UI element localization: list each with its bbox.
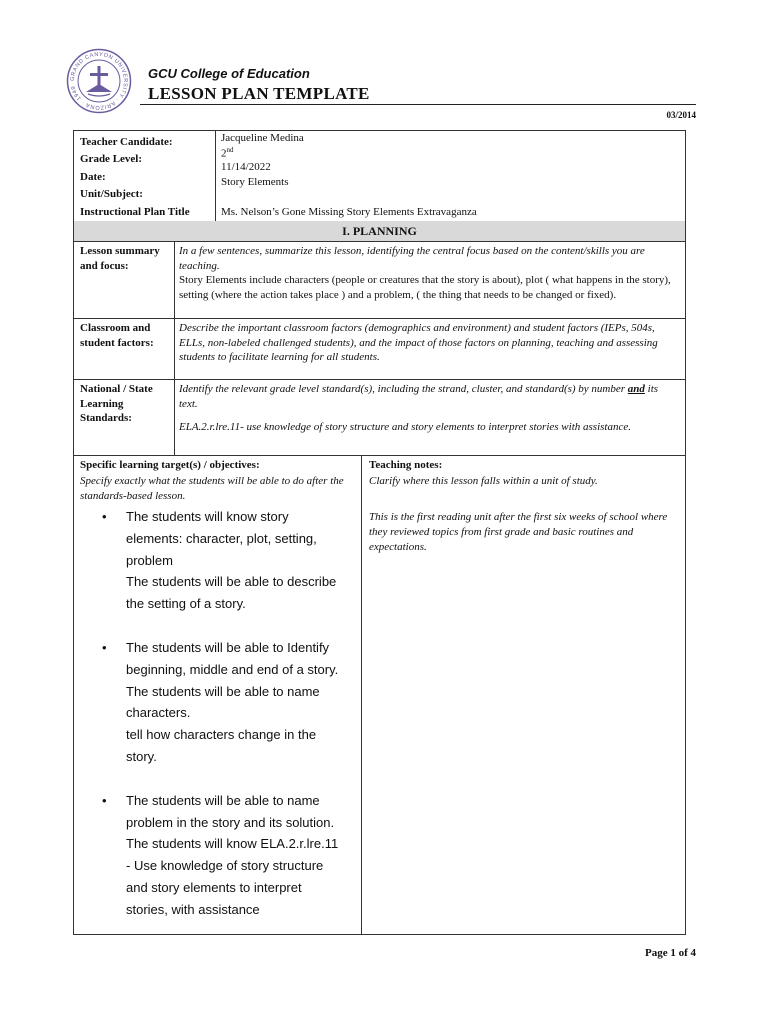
objective-line: The students will be able to name: [126, 792, 320, 808]
label-grade-level: Grade Level:: [80, 153, 143, 166]
bullet-dot: •: [102, 792, 107, 808]
row-divider: [174, 319, 175, 379]
lesson-summary-row: [74, 242, 685, 319]
objective-line: The students will be able to Identify: [126, 639, 330, 655]
classroom-factors-content: [179, 321, 679, 365]
date-value: 11/14/2022: [221, 161, 271, 173]
objectives-list: [96, 506, 362, 943]
classroom-factors-label: Classroom and student factors:: [80, 322, 154, 349]
header-divider: [140, 104, 696, 105]
teaching-notes-heading: Teaching notes:: [369, 459, 443, 471]
lesson-summary-prompt: In a few sentences, summarize this lesson, identifying the central focus based on the content/skills you are teaching.: [179, 245, 645, 272]
teaching-notes-prompt: Clarify where this lesson falls within a unit of study.: [369, 475, 598, 487]
teacher-name: Jacqueline Medina: [221, 132, 304, 144]
objective-line: the setting of a story.: [126, 596, 246, 612]
row-divider: [174, 242, 175, 318]
info-labels: [80, 134, 214, 221]
gcu-seal-logo: [66, 48, 132, 114]
objective-line: The students will be able to name: [126, 683, 320, 699]
document-title: LESSON PLAN TEMPLATE: [148, 84, 370, 103]
label-date: Date:: [80, 170, 106, 183]
template-version: 03/2014: [666, 110, 696, 120]
list-item: [96, 637, 362, 768]
objective-line: The students will be able to describe: [126, 574, 337, 590]
lesson-summary-text: Story Elements include characters (people or creatures that the story is about), plot ( what happens in the story), setting (where the action takes place ) and a problem, ( the thing that needs to be changed or fixed).: [179, 274, 671, 301]
objective-line: problem in the story and its solution.: [126, 814, 335, 830]
objective-line: stories, with assistance: [126, 901, 260, 917]
teaching-notes-text: This is the first reading unit after the first six weeks of school where they reviewed topics from first grade and basic routines and expectations.: [369, 511, 668, 553]
objective-line: story.: [126, 748, 157, 764]
college-name: GCU College of Education: [148, 66, 310, 81]
grade-level-value: [221, 146, 234, 160]
standards-row: [74, 380, 685, 456]
classroom-factors-row: [74, 319, 685, 380]
info-block: [74, 131, 685, 222]
objective-line: problem: [126, 552, 173, 568]
seal-text: GRAND CANYON UNIVERSITY · ARIZONA · 1949: [69, 51, 129, 111]
page-number: Page 1 of 4: [644, 947, 696, 959]
lesson-summary-content: [179, 244, 679, 302]
label-plan-title: Instructional Plan Title: [80, 205, 190, 218]
list-item: [96, 506, 362, 615]
lesson-plan-table: [73, 130, 686, 935]
objective-line: and story elements to interpret: [126, 879, 302, 895]
objective-line: - Use knowledge of story structure: [126, 858, 324, 874]
grade-suffix: nd: [226, 146, 234, 154]
objective-line: tell how characters change in the: [126, 727, 317, 743]
standards-label: National / State Learning Standards:: [80, 383, 153, 424]
planning-section-heading: I. PLANNING: [74, 221, 685, 242]
subject-value: Story Elements: [221, 176, 289, 188]
row-divider: [174, 380, 175, 455]
list-item: [96, 790, 362, 921]
standards-prompt: [179, 382, 679, 411]
lesson-summary-label: Lesson summary and focus:: [80, 245, 160, 272]
objective-line: The students will know ELA.2.r.lre.11: [126, 836, 339, 852]
standards-prompt-and: and: [627, 383, 645, 395]
objective-line: beginning, middle and end of a story.: [126, 661, 339, 677]
objective-line: The students will know story: [126, 509, 289, 524]
label-unit-subject: Unit/Subject:: [80, 188, 143, 201]
objectives-heading: Specific learning target(s) / objectives:: [80, 459, 260, 471]
grade-number: 2: [221, 147, 227, 160]
standards-text: ELA.2.r.lre.11- use knowledge of story structure and story elements to interpret stories with assistance.: [179, 421, 631, 433]
objective-line: elements: character, plot, setting,: [126, 530, 317, 546]
standards-content: [179, 382, 679, 435]
objective-line: characters.: [126, 705, 191, 721]
standards-prompt-start: Identify the relevant grade level standard(s), including the strand, cluster, and standard(s) by number: [179, 383, 628, 395]
bullet-dot: •: [102, 639, 107, 655]
standards-prompt-end: its text.: [179, 383, 659, 410]
bullet-dot: •: [102, 509, 107, 524]
label-teacher-candidate: Teacher Candidate:: [80, 136, 173, 148]
plan-title-value: Ms. Nelson’s Gone Missing Story Elements Extravaganza: [221, 206, 477, 218]
objectives-prompt: Specify exactly what the students will be able to do after the standards-based lesson.: [80, 475, 344, 502]
classroom-factors-prompt: Describe the important classroom factors (demographics and environment) and student factors (IEPs, 504s, ELLs, non-labeled challenged students), and the impact of those factors on planning, teaching and assessing students to facilitate learning for all students.: [179, 322, 658, 363]
info-divider: [215, 131, 216, 221]
